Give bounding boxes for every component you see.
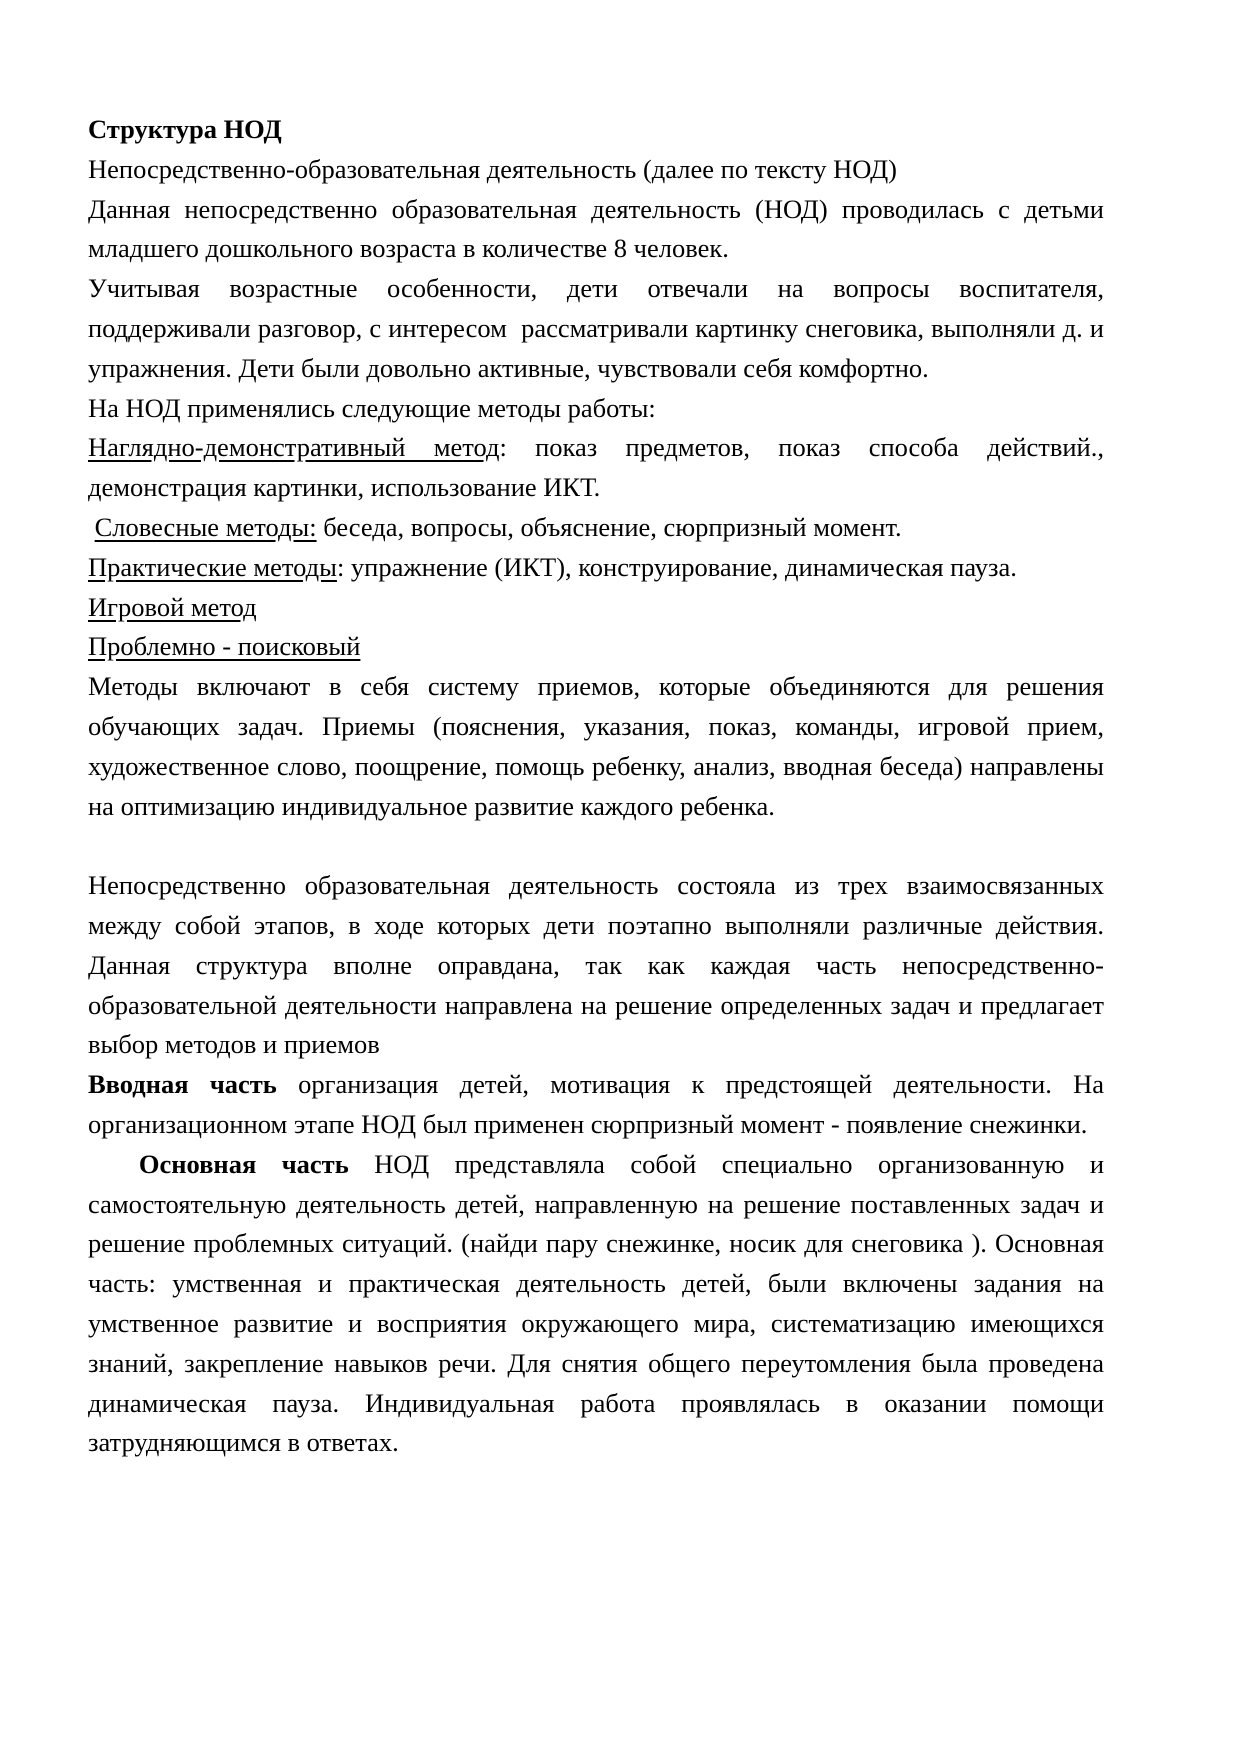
paragraph: [88, 508, 1104, 548]
paragraph: [88, 110, 1104, 150]
text-run: Вводная часть: [88, 1069, 277, 1100]
text-run: Методы включают в себя систему приемов, которые объединяются для решения обучающих задач. Приемы (пояснения, указания, показ, команды, игровой прием, художественное слово, поощрение, помощь ребенку, анализ, вводная беседа) направлены на оптимизацию индивидуальное развитие каждого ребенка.: [88, 671, 1111, 821]
text-run: Наглядно-демонстративный метод: [88, 432, 500, 463]
text-run: НОД представляла собой специально организованную и самостоятельную деятельность детей, направленную на решение поставленных задач и решение проблемных ситуаций. (найди пару снежинке, носик для снеговика ). Основная часть: умственная и практическая деятельность детей, были включены задания на умственное развитие и восприятия окружающего мира, систематизацию имеющихся знаний, закрепление навыков речи. Для снятия общего переутомления была проведена динамическая пауза. Индивидуальная работа проявлялась в оказании помощи затрудняющимся в ответах.: [88, 1148, 1118, 1458]
text-run: Непосредственно образовательная деятельность состояла из трех взаимосвязанных между собой этапов, в ходе которых дети поэтапно выполняли различные действия. Данная структура вполне оправдана, так как каждая часть непосредственно-образовательной деятельности направлена на решение определенных задач и предлагает выбор методов и приемов: [88, 870, 1111, 1060]
text-run: Игровой метод: [88, 591, 257, 622]
paragraph: [88, 588, 1104, 628]
paragraph: [88, 269, 1111, 388]
paragraph: [88, 1065, 1111, 1145]
paragraph: [88, 667, 1111, 826]
paragraph: [88, 1145, 1118, 1463]
text-run: [88, 1149, 139, 1179]
text-run: [88, 512, 95, 542]
text-run: Учитывая возрастные особенности, дети отвечали на вопросы воспитателя, поддерживали разговор, с интересом рассматривали картинку снеговика, выполняли д. и упражнения. Дети были довольно активные, чувствовали себя комфортно.: [88, 273, 1111, 383]
text-run: Проблемно - поисковый: [88, 631, 361, 662]
paragraph: [88, 627, 1104, 667]
text-run: Данная непосредственно образовательная деятельность (НОД) проводилась с детьми младшего дошкольного возраста в количестве 8 человек.: [88, 193, 1111, 264]
blank-line: [88, 826, 1104, 866]
paragraph: [88, 150, 1104, 190]
text-run: беседа, вопросы, объяснение, сюрпризный момент.: [316, 511, 902, 542]
paragraph: [88, 866, 1111, 1065]
text-run: : показ предметов, показ способа действий., демонстрация картинки, использование ИКТ.: [88, 432, 1111, 503]
text-run: Словесные методы:: [94, 511, 317, 542]
paragraph: [88, 190, 1111, 270]
paragraph: [88, 428, 1111, 508]
paragraph: [88, 548, 1104, 588]
text-run: организация детей, мотивация к предстоящей деятельности. На организационном этапе НОД был применен сюрпризный момент - появление снежинки.: [88, 1069, 1111, 1139]
text-run: Практические методы: [88, 551, 337, 582]
text-run: Непосредственно-образовательная деятельность (далее по тексту НОД): [88, 153, 898, 184]
paragraph: [88, 389, 1104, 429]
text-run: Основная часть: [138, 1148, 349, 1179]
text-run: : упражнение (ИКТ), конструирование, динамическая пауза.: [336, 551, 1017, 582]
text-run: Структура НОД: [88, 114, 282, 144]
text-run: На НОД применялись следующие методы работы:: [88, 392, 656, 423]
document-body: [88, 110, 1118, 1463]
